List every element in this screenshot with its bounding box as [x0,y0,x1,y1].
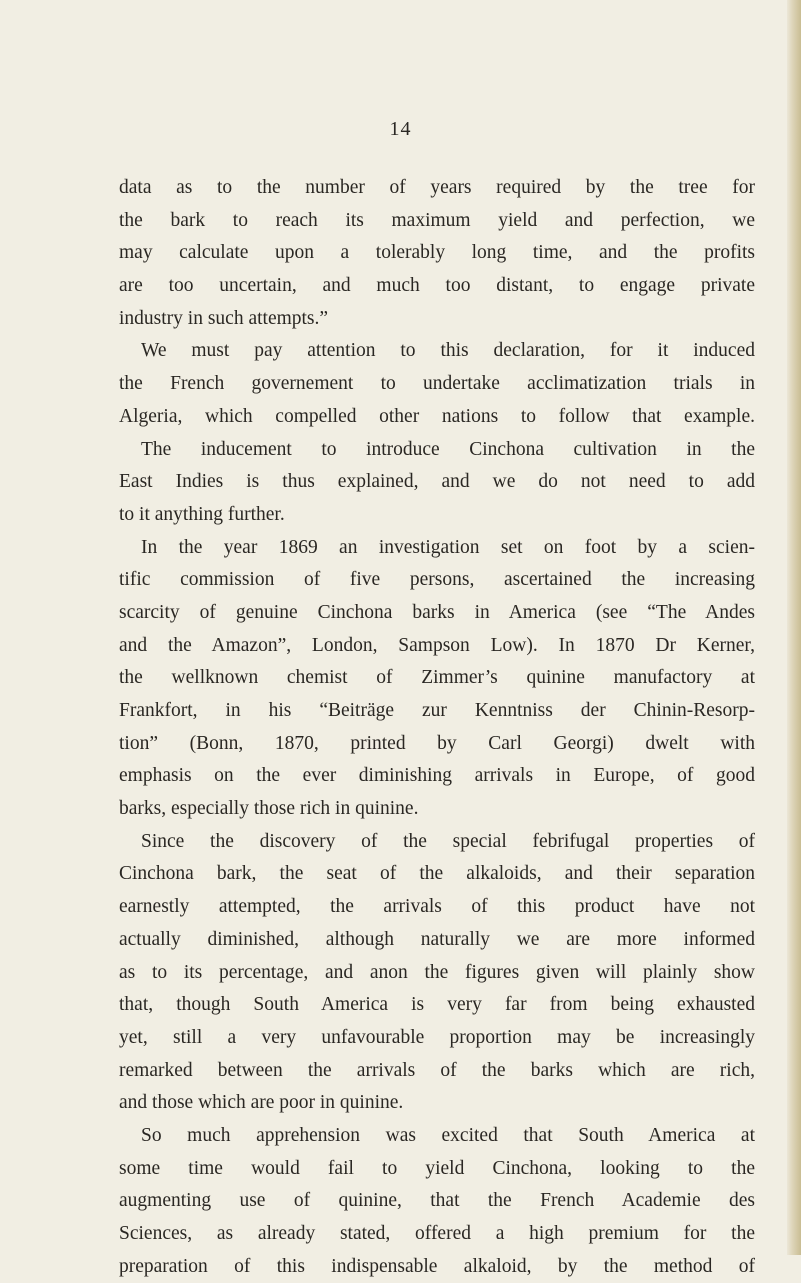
text-line: So much apprehension was excited that South America at [141,1124,755,1146]
text-line: are too uncertain, and much too distant, to engage private [119,275,755,297]
text-line: In the year 1869 an investigation set on foot by a scien- [141,536,755,558]
text-line: augmenting use of quinine, that the French Academie des [119,1190,755,1212]
text-line: We must pay attention to this declaration, for it induced [141,340,755,362]
text-line: scarcity of genuine Cinchona barks in America (see “The Andes [119,601,755,623]
text-line: The inducement to introduce Cinchona cultivation in the [141,438,755,460]
text-line: Algeria, which compelled other nations to follow that example. [119,405,755,427]
text-line: Cinchona bark, the seat of the alkaloids, and their separation [119,863,755,885]
text-line: Since the discovery of the special febrifugal properties of [141,830,755,852]
text-line: data as to the number of years required by the tree for [119,177,755,198]
text-line: the French governement to undertake acclimatization trials in [119,373,755,395]
text-line: Frankfort, in his “Beiträge zur Kenntniss der Chinin-Resorp- [119,700,755,721]
text-line: may calculate upon a tolerably long time, and the profits [119,242,755,264]
text-line: remarked between the arrivals of the barks which are rich, [119,1059,755,1081]
text-line: preparation of this indispensable alkaloid, by the method of [119,1255,755,1277]
text-line: Sciences, as already stated, offered a high premium for the [119,1223,755,1244]
page-number: 14 [389,118,412,140]
text-line: as to its percentage, and anon the figures given will plainly show [119,961,755,983]
page-edge-shadow [787,0,801,1255]
text-line: tific commission of five persons, ascertained the increasing [119,569,755,591]
text-line: the wellknown chemist of Zimmer’s quinine manufactory at [119,667,755,689]
text-line: yet, still a very unfavourable proportion may be increasingly [119,1026,755,1048]
text-line: to it anything further. [119,503,285,525]
text-line: actually diminished, although naturally we are more informed [119,928,755,950]
text-line: East Indies is thus explained, and we do not need to add [119,471,755,493]
text-line: some time would fail to yield Cinchona, looking to the [119,1157,755,1179]
text-line: tion” (Bonn, 1870, printed by Carl Georgi) dwelt with [119,732,755,754]
text-line: the bark to reach its maximum yield and perfection, we [119,209,755,231]
text-line: barks, especially those rich in quinine. [119,798,419,820]
body-text [119,172,755,1283]
text-line: earnestly attempted, the arrivals of this product have not [119,896,755,918]
text-line: and the Amazon”, London, Sampson Low). In 1870 Dr Kerner, [119,634,755,656]
text-line: and those which are poor in quinine. [119,1092,404,1114]
text-line: emphasis on the ever diminishing arrivals in Europe, of good [119,765,755,787]
text-line: that, though South America is very far from being exhausted [119,994,755,1016]
text-line: industry in such attempts.” [119,307,329,329]
